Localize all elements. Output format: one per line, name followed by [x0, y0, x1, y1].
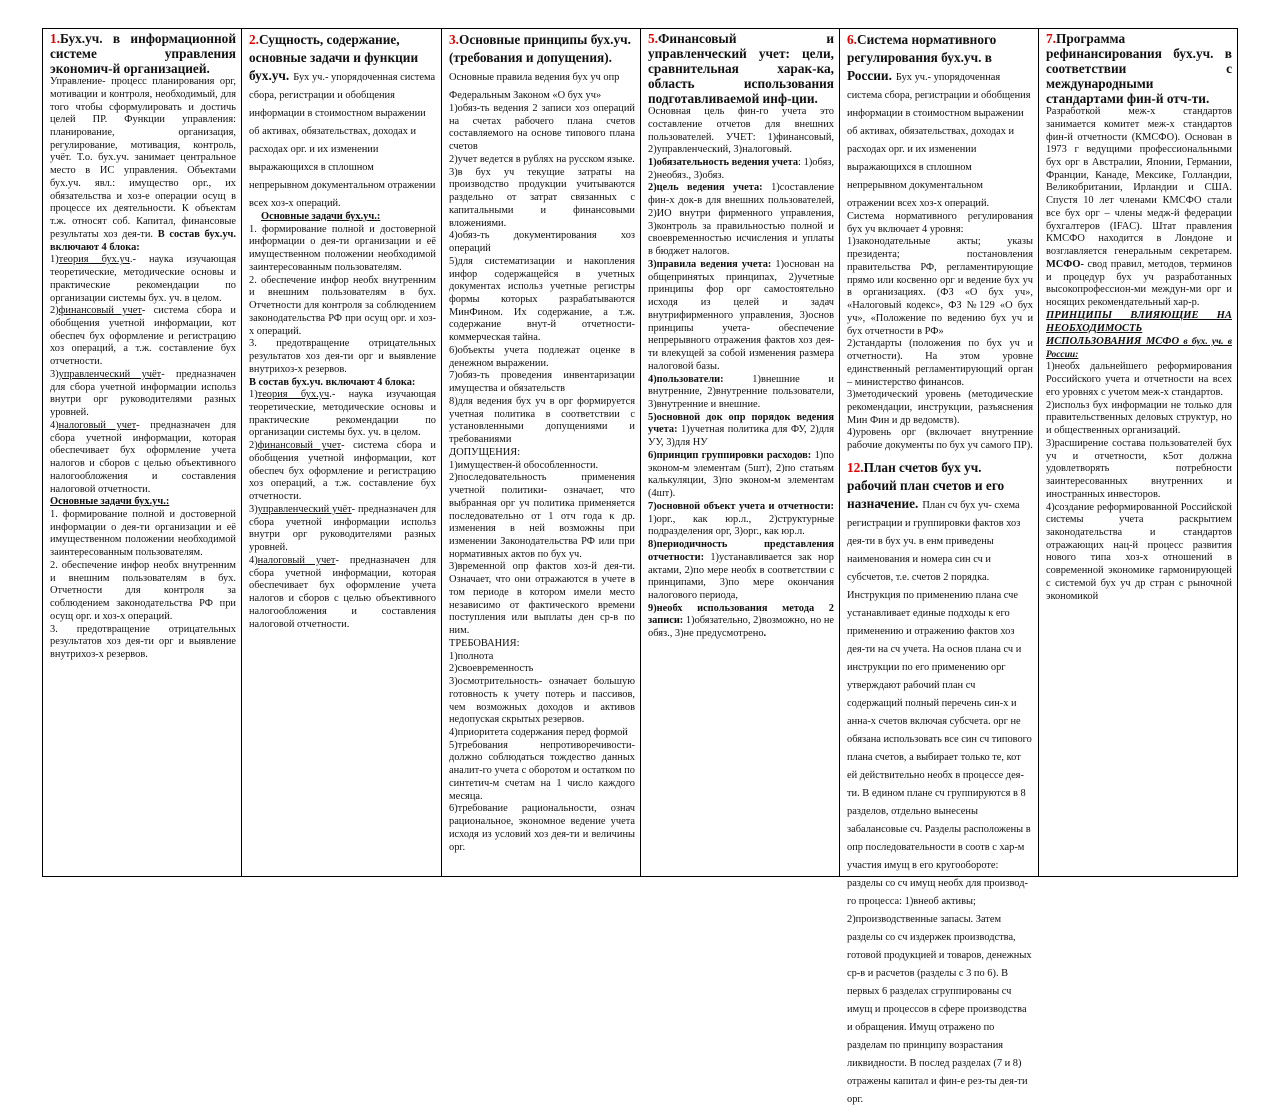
column-6: 7.Программа рефинансирования бух.уч. в соответствии с международными стандартами фин-й отч-ти. Разработкой меж-х стандартов занимается комитет меж-х стандартов фин-й отчетности (КМСФО). Основан в 1973 г ведущими профессиональными бух орг в Австралии, Японии, Германии, Франции, Канаде, Мексике, Голландии, Великобритании, Ирландии и США. Спустя 10 лет членами КМСФО стали все бух орг – члены медж-й федерации бухгалтеров (IFAC). Штат правления КМСФО находится в Лондоне и возглавляется генеральным секретарем. МСФО- свод правил, методов, терминов и процедур бух уч разработанных высокопрофессион-ми междун-ми орг и носящих рекомендательный хар-р. ПРИНЦИПЫ ВЛИЯЮЩИЕ НА НЕОБХОДИМОСТЬ ИСПОЛЬЗОВАНИЯ МСФО в бух. уч. в России: 1)необх дальнейшего реформирования Российского учета и отчетности на всех его уровнях с учетом меж-х стандартов. 2)использ бух информации не только для правительственных деловых структур, но и общественных организаций. 3)расширение состава пользователей бух уч и отчетности, к5от должна удовлетворять потребности заинтересованных внутренних и иностранных инвесторов. 4)создание реформированной Российской системы учета раскрытием законодательства и стандартов отражающих нац-й процесс развития нового типа хоз-х отношений в современной экономике гармонирующей с системой бух уч др стран с рыночной экономикой [1046, 31, 1232, 602]
section-1-heading: 1.Бух.уч. в информационной системе управления экономич-й организацией. [50, 31, 236, 77]
column-4: 5.Финансовый и управленческий учет: цели, сравнительная харак-ка, область использования подготавливаемой инф-ции. Основная цель фин-го учета это составление отчетов для внешних пользователей. УЧЕТ: 1)финансовый, 2)управленческий, 3)налоговый. 1)обязательность ведения учета: 1)обяз, 2)необяз., 3)обяз. 2)цель ведения учета: 1)составление фин-х док-в для внешних пользователей, 2)ИО внутри фирменного управления, 3)контроль за правильностью полной и своевременностью исчисления и уплаты в бюджет налогов. 3)правила ведения учета: 1)основан на общепринятых принципах, 2)учетные принципы фор орг самостоятельно исходя из целей и задач внутрифирменного управления, 3)основ принципы учета- обеспечение непрерывного отражения фактов хоз дея-ти влекущей за собой изменения размера налоговой базы. 4)пользователи: 1)внешние и внутренние, 2)внутренние пользователи, 3)внутренние и внешние. 5)основной док опр порядок ведения учета: 1)учетная политика для ФУ, 2)для УУ, 3)для НУ 6)принцип группировки расходов: 1)по эконом-м элементам (5шт), 2)по статьям калькуляции, 3)по эконом-м элементам (4шт). 7)основной объект учета и отчетности: 1)орг., как юр.л., 2)структурные подразделения орг, 3)орг., как юр.л. 8)периодичность представления отчетности: 1)устанавливается зак нор актами, 2)по мере необх в соответствии с принципами, 3)по мере окончания налогового периода, 9)необх использования метода 2 записи: 1)обязательно, 2)возможно, но не обяз., 3)не предусмотрено. [641, 29, 840, 876]
column-1: 1.Бух.уч. в информационной системе управления экономич-й организацией. Управление- процесс планирования орг, мотивации и контроля, необходимый, для того чтобы сформулировать и достичь целей ПР. Функции управления: планирование, организация, регулирование, мотивация, контроль, учёт. Т.о. бух.уч. занимает центральное место в ИС управления. Объектами бух.уч. явл.: имущество орг., их обязательства и хоз-е операции осущ в процессе их деятельности. К объектам т.ж. относят соб. Капитал, финансовые результаты хоз дея-ти. В состав бух.уч. включают 4 блока: 1)теория бух.уч.- наука изучающая теоретические, методические основы и практические рекомендации по организации системы бух. уч. в целом. 2)финансовый учет- система сбора и обобщения учетной информации, кот обеспеч бух оформление и регистрацию хоз операций, а т.ж. составление бух отчетности. 3)управленческий учёт- предназначен для сбора учетной информации использ внутри орг руководителями разных уровней. 4)налоговый учет- предназначен для сбора учетной информации, которая обеспечивает бух оформление учета налогов и сборов с целью объективного налогообложения и составления налоговой отчетности. Основные задачи бух.уч.: 1. формирование полной и достоверной информации о дея-ти организации и её имущественном положении необходимой заинтересованным пользователям. 2. обеспечение инфор необх внутренним и внешним пользователям в бух. Отчетности для контроля за соблюдением законодательства РФ при осущ орг. и хоз-х операций. 3. предотвращение отрицательных результатов хоз дея-ти орг и выявление внутрихоз-х резервов. [43, 29, 242, 876]
section-3-heading: 3.Основные принципы бух.уч. (требования и допущения). [449, 32, 631, 65]
section-6-heading: 6.Система нормативного регулирования бух.уч. в России. [847, 32, 997, 83]
section-12-heading: 12.План счетов бух уч. рабочий план счетов и его назначение. [847, 459, 1005, 511]
column-2: 2.Сущность, содержание, основные задачи и функции бух.уч. Бух уч.- упорядоченная система сбора, регистрации и обобщения информации в стоимостном выражении об активах, обязательствах, доходах и расходах орг. и их изменении выражающихся в сплошном непрерывном документальном отражении всех хоз-х операций. Основные задачи бух.уч.: 1. формирование полной и достоверной информации о дея-ти организации и её имущественном положении необходимой заинтересованным пользователям. 2. обеспечение инфор необх внутренним и внешним пользователям в бух. Отчетности для контроля за соблюдением законодательства РФ при осущ орг. и хоз-х операций. 3. предотвращение отрицательных результатов хоз дея-ти орг и выявление внутрихоз-х резервов. В состав бух.уч. включают 4 блока: 1)теория бух.уч.- наука изучающая теоретические, методические основы и практические рекомендации по организации системы бух. уч. в целом. 2)финансовый учет- система сбора и обобщения учетной информации, кот обеспеч бух оформление и регистрацию хоз операций, а т.ж. составление бух отчетности. 3)управленческий учёт- предназначен для сбора учетной информации использ внутри орг руководителями разных уровней. 4)налоговый учет- предназначен для сбора учетной информации, которая обеспечивает бух оформление учета налогов и сборов с целью объективного налогообложения и составления налоговой отчетности. [242, 29, 442, 876]
section-2-heading: 2.Сущность, содержание, основные задачи и функции бух.уч. [249, 32, 419, 83]
lecture-notes-table [42, 28, 1238, 1105]
section-1-body: Управление- процесс планирования орг, мотивации и контроля, необходимый, для того чтобы сформулировать и достичь целей ПР. Функции управления: планирование, организация, регулирование, мотивация, контроль, учёт. Т.о. бух.уч. занимает центральное место в ИС управления. Объектами бух.уч. явл.: имущество орг., их обязательства и хоз-е операции осущ в процессе их деятельности. К объектам т.ж. относят соб. Капитал, финансовые результаты хоз дея-ти. В состав бух.уч. включают 4 блока: [50, 76, 236, 253]
section-7-heading: 7.Программа рефинансирования бух.уч. в соответствии с международными стандартами фин-й отч-ти. [1046, 31, 1232, 107]
section-5-heading: 5.Финансовый и управленческий учет: цели, сравнительная харак-ка, область использования подготавливаемой инф-ции. [648, 31, 834, 107]
column-3: 3.Основные принципы бух.уч. (требования и допущения). Основные правила ведения бух уч опр Федеральным Законом «О бух уч» 1)обяз-ть ведения 2 записи хоз операций на счетах рабочего плана счетов составляемого на основе типового плана счетов 2)учет ведется в рублях на русском языке. 3)в бух уч текущие затраты на производство продукции учитываются раздельно от затрат связанных с капитальными и финансовыми вложениями. 4)обяз-ть документирования хоз операций 5)для систематизации и накопления инфор содержащейся в учетных документах использ учетные регистры формы которых разрабатываются МинФином. Их содержание, а т.ж. содержание внут-й отчетности-коммерческая тайна. 6)объекты учета подлежат оценке в денежном выражении. 7)обяз-ть проведения инвентаризации имущества и обязательств 8)для ведения бух уч в орг формируется учетная политика в соответствии с установленными допущениями и требованиями ДОПУЩЕНИЯ: 1)имуществен-й обособленности. 2)последовательность применения учетной политики- означает, что выбранная орг уч политика применяется последовательно от 1 отч года к др. изменения в ней возможны при изменении Законодательства РФ или при нормативных актов по бух уч. 3)временной опр фактов хоз-й дея-ти. Означает, что они отражаются в учете в том периоде в котором имели место независимо от фактического времени поступления или выплаты ден ср-в по ним. ТРЕБОВАНИЯ: 1)полнота 2)своевременность 3)осмотрительность- означает большую готовность к учету потерь и пассивов, чем возможных доходов и активов недопуская скрытых резервов. 4)приоритета содержания перед формой 5)требования непротиворечивости-должно соблюдаться тождество данных аналит-го учета с оборотом и остатком по синтетич-м счетам на 1 число каждого месяца. 6)требование рациональности, означ рациональное, экономное ведение учета исходя из условий хоз дея-ти и величины орг. [442, 29, 641, 876]
column-5: 6.Система нормативного регулирования бух.уч. в России. Бух уч.- упорядоченная система сбора, регистрации и обобщения информации в стоимостном выражении об активах, обязательствах, доходах и расходах орг. и их изменении выражающихся в сплошном непрерывном документальном отражении всех хоз-х операций. Система нормативного регулирования бух уч включает 4 уровня: 1)законодательные акты; указы президента; постановления правительства РФ, регламентирующие прямо или косвенно орг и ведение бух уч в организациях. (ФЗ «О бух уч», «Налоговый кодекс», ФЗ №129 «О бух уч», «Положение по ведению бух уч и бух отчетности в РФ» 2)стандарты (положения по бух уч и отчетности). На этом уровне единственный регламентирующий орган – министерство финансов. 3)методический уровень (методические рекомендации, инструкции, разъяснения Мин Фин и др ведомств). 4)уровень орг (включает внутренние рабочие документы по бух уч самого ПР). 12.План счетов бух уч. рабочий план счетов и его назначение. План сч бух уч- схема регистрации и группировки фактов хоз дея-ти в бух уч. в енм приведены наименования и номера син сч и субсчетов, т.е. счетов 2 порядка. Инструкция по применению плана сче устанавливает единые подходы к его применению и отражению фактов хоз дея-ти на сч учета. На основ плана сч и инструкции по его применению орг утверждают рабочий план сч содержащий полный перечень син-х и анна-х счетов включая субсчета. орг не обязана использовать все син сч типового плана счетов, а выбирает только те, кот ей действительно необх в процессе дея-ти. В едином плане сч группируются в 8 разделов, отдельно вынесены забалансовые сч. Разделы расположены в опр последовательности в соотв с хар-м участия имущ в его кругообороте: разделы со сч имущ необх для производ-го процесса: 1)внеоб активы; 2)производственные запасы. Затем разделы со сч издержек производства, готовой продукцией и товаров, денежных ср-в и расчетов (разделы с 3 по 6). В первых 6 разделах сгруппированы сч имущ и процессов в сфере производства и обращения. Имущ отражено по разделам по принципу возрастания ликвидности. В послед разделах (7 и 8) отражены капитал и фин-е рез-ты дея-ти орг. [840, 29, 1039, 876]
